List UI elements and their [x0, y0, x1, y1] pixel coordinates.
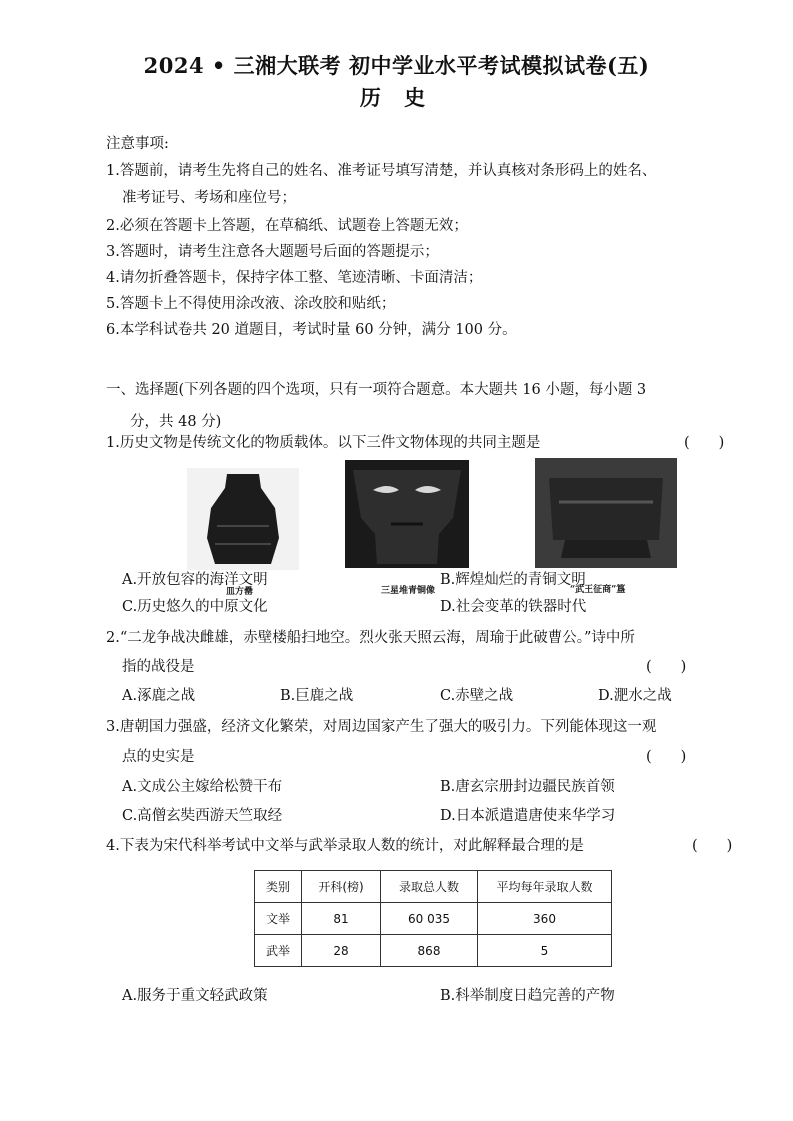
table-cell: 360 [478, 903, 612, 935]
table-row [255, 903, 612, 935]
table-cell: 868 [381, 935, 478, 967]
subject-title: 历 史 [359, 85, 434, 110]
table-cell: 5 [478, 935, 612, 967]
image-caption: 皿方罍 [226, 587, 254, 597]
option-c[interactable]: C.赤壁之战 [440, 688, 514, 704]
exam-title: 2024 • 三湘大联考 初中学业水平考试模拟试卷(五) [143, 53, 650, 78]
table-cell: 60 035 [381, 903, 478, 935]
table-header-cell: 录取总人数 [381, 871, 478, 903]
section-heading-cont: 分，共 48 分) [130, 414, 222, 430]
option-a[interactable]: A.涿鹿之战 [122, 688, 196, 704]
gui-vessel-image [535, 458, 677, 568]
answer-blank[interactable]: ( ) [646, 659, 687, 675]
question-4-stem: 4.下表为宋代科举考试中文举与武举录取人数的统计，对此解释最合理的是 [106, 838, 584, 854]
option-d[interactable]: D.社会变革的铁器时代 [440, 599, 587, 615]
notice-item: 6.本学科试卷共 20 道题目，考试时量 60 分钟，满分 100 分。 [106, 322, 517, 338]
question-2-stem-cont: 指的战役是 [122, 659, 195, 675]
table-cell: 武举 [255, 935, 302, 967]
option-a[interactable]: A.服务于重文轻武政策 [122, 988, 268, 1004]
bronze-lei-image [187, 468, 299, 570]
table-header-cell: 开科(榜) [302, 871, 381, 903]
table-header-row [255, 871, 612, 903]
table-header-cell: 类别 [255, 871, 302, 903]
table-cell: 文举 [255, 903, 302, 935]
option-b[interactable]: B.巨鹿之战 [280, 688, 354, 704]
notice-item: 准考证号、考场和座位号； [122, 190, 296, 206]
option-a[interactable]: A.文成公主嫁给松赞干布 [122, 779, 283, 795]
question-1-stem: 1.历史文物是传统文化的物质载体。以下三件文物体现的共同主题是 [106, 435, 541, 451]
sanxingdui-mask-image [345, 460, 469, 568]
answer-blank[interactable]: ( ) [692, 838, 733, 854]
answer-blank[interactable]: ( ) [684, 435, 725, 451]
table-cell: 28 [302, 935, 381, 967]
section-heading: 一、选择题(下列各题的四个选项，只有一项符合题意。本大题共 16 小题，每小题 3 [106, 382, 647, 398]
option-b[interactable]: B.唐玄宗册封边疆民族首领 [440, 779, 615, 795]
option-b[interactable]: B.科举制度日趋完善的产物 [440, 988, 615, 1004]
option-a[interactable]: A.开放包容的海洋文明 [122, 572, 268, 588]
answer-blank[interactable]: ( ) [646, 749, 687, 765]
image-caption: “武王征商”簋 [570, 585, 626, 595]
question-3-stem: 3.唐朝国力强盛，经济文化繁荣，对周边国家产生了强大的吸引力。下列能体现这一观 [106, 719, 657, 735]
table-row [255, 935, 612, 967]
notice-item: 3.答题时，请考生注意各大题题号后面的答题提示； [106, 244, 439, 260]
table-header-cell: 平均每年录取人数 [478, 871, 612, 903]
question-2-stem: 2.“二龙争战决雌雄，赤壁楼船扫地空。烈火张天照云海，周瑜于此破曹公。”诗中所 [106, 630, 635, 646]
option-d[interactable]: D.日本派遣遣唐使来华学习 [440, 808, 616, 824]
notice-item: 4.请勿折叠答题卡，保持字体工整、笔迹清晰、卡面清洁； [106, 270, 483, 286]
notice-item: 5.答题卡上不得使用涂改液、涂改胶和贴纸； [106, 296, 396, 312]
notice-item: 1.答题前，请考生先将自己的姓名、准考证号填写清楚，并认真核对条形码上的姓名、 [106, 163, 657, 179]
notice-heading: 注意事项: [106, 136, 169, 152]
table-cell: 81 [302, 903, 381, 935]
image-caption: 三星堆青铜像 [381, 586, 436, 596]
option-c[interactable]: C.高僧玄奘西游天竺取经 [122, 808, 283, 824]
option-d[interactable]: D.淝水之战 [598, 688, 672, 704]
question-3-stem-cont: 点的史实是 [122, 749, 195, 765]
admission-table [254, 870, 612, 967]
notice-item: 2.必须在答题卡上答题，在草稿纸、试题卷上答题无效； [106, 218, 468, 234]
option-c[interactable]: C.历史悠久的中原文化 [122, 599, 268, 615]
option-b[interactable]: B.辉煌灿烂的青铜文明 [440, 572, 586, 588]
